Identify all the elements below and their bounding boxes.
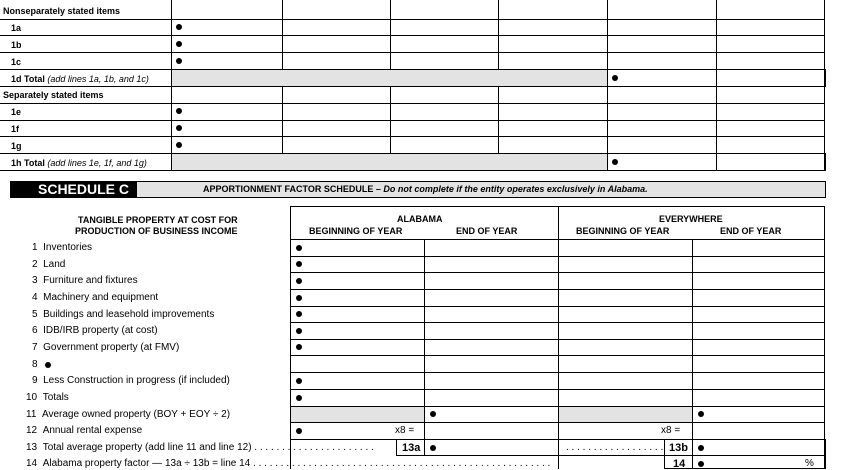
column-desc-line2: PRODUCTION OF BUSINESS INCOME [75,226,238,236]
line-3-label: 3 Furniture and fixtures [32,275,138,286]
line-1f-label: 1f [11,124,20,134]
bullet-icon [612,75,618,81]
line-14-input[interactable] [706,456,801,468]
line-1c-input[interactable] [183,53,281,68]
line-4-label: 4 Machinery and equipment [32,292,159,303]
column-desc-line1: TANGIBLE PROPERTY AT COST FOR [78,215,238,225]
line-8-label: 8 [32,359,38,370]
bullet-icon [698,461,704,467]
line-7-label: 7 Government property (at FMV) [32,342,180,353]
line-1g-label: 1g [11,141,22,151]
bullet-icon [296,311,302,317]
box-13a-label: 13a [402,442,421,454]
bullet-icon [296,428,302,434]
bullet-icon [176,24,182,30]
line-1d-input[interactable] [619,70,715,86]
bullet-icon [176,58,182,64]
everywhere-eoy-heading: END OF YEAR [720,226,782,236]
bullet-icon [296,278,302,284]
line-11-label: 11 Average owned property (BOY + EOY ÷ 2) [26,409,231,420]
everywhere-boy-heading: BEGINNING OF YEAR [576,226,670,236]
line-2-label: 2 Land [32,259,66,270]
line-14-label: 14 Alabama property factor — 13a ÷ 13b = line 14 . . . . . . . . . . . . . . . . . . . . . . . . . . . . . . . . . . . . . . . . . . . . . . . . . . . . . . [26,458,551,469]
line-1b-input[interactable] [183,36,281,51]
everywhere-heading: EVERYWHERE [659,214,723,224]
bullet-icon [296,395,302,401]
line-13a-input[interactable] [432,440,557,454]
bullet-icon [176,41,182,47]
bullet-icon [698,411,704,417]
x8-label-everywhere: x8 = [661,425,681,436]
line-1e-input[interactable] [183,104,281,119]
bullet-icon [430,411,436,417]
alabama-heading: ALABAMA [397,214,443,224]
line-1f-input[interactable] [183,121,281,136]
bullet-icon [176,108,182,114]
line-1e-label: 1e [11,107,22,117]
schedule-c-title-bar [10,181,136,198]
bullet-icon [296,245,302,251]
bullet-icon [176,142,182,148]
percent-sign: % [805,458,814,469]
line-1a-input[interactable] [183,20,281,35]
line-12-label: 12 Annual rental expense [26,425,143,436]
schedule-c-header-text: APPORTIONMENT FACTOR SCHEDULE – Do not complete if the entity operates exclusively in Alabama. [203,184,648,194]
x8-label: x8 = [395,425,415,436]
box-13b-label: 13b [669,442,688,454]
bullet-icon [296,328,302,334]
line-1d-label: 1d Total (add lines 1a, 1b, and 1c) [11,74,149,84]
separately-stated-heading: Separately stated items [3,90,104,100]
line-13-label: 13 Total average property (add line 11 and line 12) . . . . . . . . . . . . . . . . . . . . . . [26,442,374,453]
line-9-label: 9 Less Construction in progress (if included) [32,375,230,386]
nonseparately-stated-heading: Nonseparately stated items [3,6,121,16]
schedule-c-title: SCHEDULE C [38,181,130,197]
bullet-icon [296,344,302,350]
bullet-icon [698,445,704,451]
bullet-icon [296,378,302,384]
schedule-c-header-bar [136,181,826,198]
alabama-eoy-heading: END OF YEAR [456,226,518,236]
line-1h-label: 1h Total (add lines 1e, 1f, and 1g) [11,158,147,168]
line-1g-input[interactable] [183,137,281,152]
line-1a-label: 1a [11,23,22,33]
leader-dots: . . . . . . . . . . . . . . . . . . [566,442,664,453]
bullet-icon [296,295,302,301]
bullet-icon [612,159,618,165]
line-13b-input[interactable] [706,440,823,454]
line-10-label: 10 Totals [26,392,69,403]
box-14-label: 14 [673,458,686,470]
bullet-icon [45,362,51,368]
line-1c-label: 1c [11,57,22,67]
bullet-icon [296,261,302,267]
line-1-alabama-boy-input[interactable] [304,240,422,255]
line-1-everywhere-boy-input[interactable] [560,240,690,255]
line-1h-input[interactable] [619,154,715,170]
line-1b-label: 1b [11,40,22,50]
line-8-description-input[interactable] [55,358,285,371]
line-1-alabama-eoy-input[interactable] [426,240,556,255]
line-1-label: 1 Inventories [32,242,93,253]
alabama-boy-heading: BEGINNING OF YEAR [309,226,403,236]
bullet-icon [176,125,182,131]
line-6-label: 6 IDB/IRB property (at cost) [32,325,158,336]
line-5-label: 5 Buildings and leasehold improvements [32,309,215,320]
line-1-everywhere-eoy-input[interactable] [694,240,823,255]
